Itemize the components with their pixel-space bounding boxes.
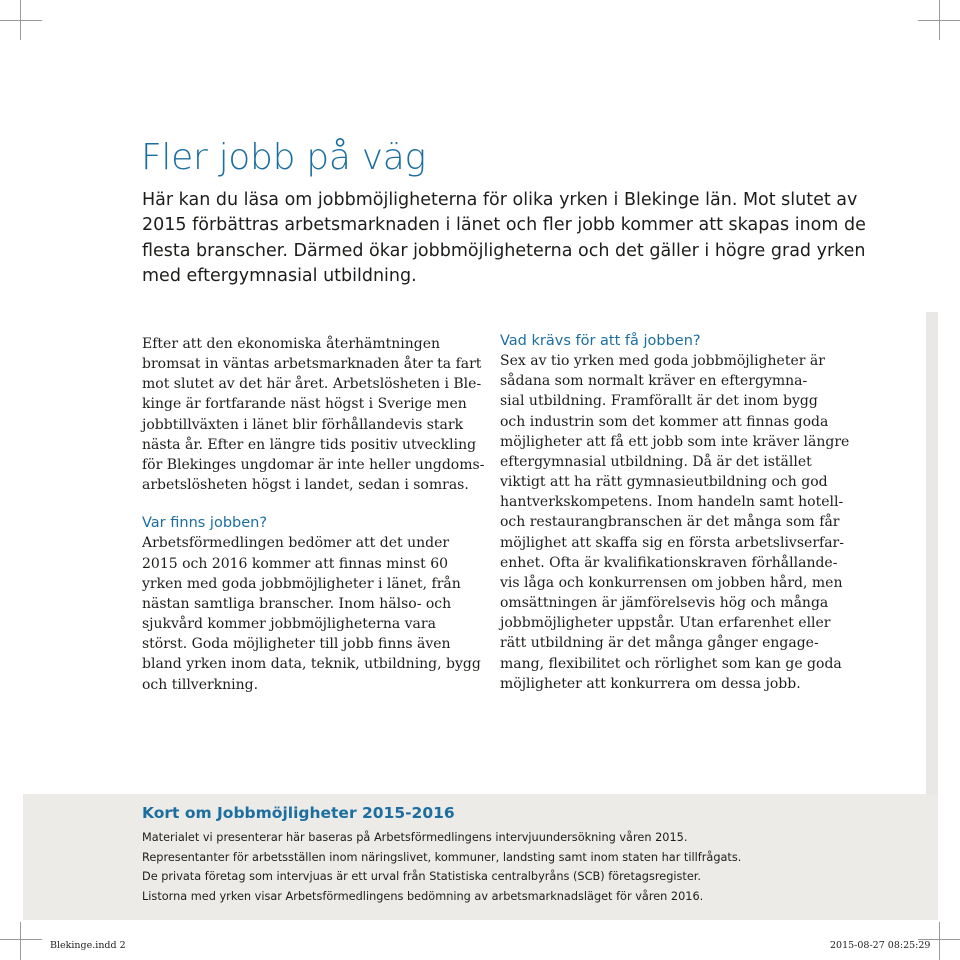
page-title: Fler jobb på väg	[141, 137, 426, 178]
text-line: jobbtillväxten i länet blir förhållandevis stark	[142, 416, 464, 433]
info-box-line: Listorna med yrken visar Arbetsförmedlingens bedömning av arbetsmarknadsläget för våren 2016.	[142, 889, 704, 903]
text-line: omsättningen är jämförelsevis hög och många	[500, 595, 829, 612]
left-column	[142, 334, 485, 695]
text-line: eftergymnasial utbildning. Då är det istället	[500, 453, 812, 470]
intro-line: med eftergymnasial utbildning.	[142, 266, 417, 287]
text-line: möjligheter att få ett jobb som inte kräver längre	[500, 433, 850, 450]
text-line: möjligheter att konkurrera om dessa jobb.	[500, 675, 801, 692]
text-line: Arbetsförmedlingen bedömer att det under	[142, 535, 450, 552]
paragraph-gap	[142, 495, 477, 513]
text-line: för Blekinges ungdomar är inte heller ungdoms-	[142, 456, 485, 473]
intro-paragraph	[142, 188, 866, 290]
info-box-line: Representanter för arbetsställen inom näringslivet, kommuner, landsting samt inom staten har tillfrågats.	[142, 850, 742, 864]
text-line: mang, flexibilitet och rörlighet som kan ge goda	[500, 655, 842, 672]
info-box-line: Materialet vi presenterar här baseras på Arbetsförmedlingens intervjuundersökning våren 2015.	[142, 831, 688, 844]
crop-mark	[918, 20, 960, 21]
info-box-title: Kort om Jobbmöjligheter 2015-2016	[142, 804, 455, 822]
text-line: och restaurangbranschen är det många som får	[500, 514, 840, 531]
text-line: enhet. Ofta är kvalifikationskraven förhållande-	[500, 554, 838, 571]
intro-line: flesta branscher. Därmed ökar jobbmöjligheterna och det gäller i högre grad yrken	[142, 240, 866, 261]
text-line: Efter att den ekonomiska återhämtningen	[142, 336, 441, 352]
text-line: bland yrken inom data, teknik, utbildning, bygg	[142, 656, 481, 673]
text-line: arbetslösheten högst i landet, sedan i somras.	[142, 477, 469, 494]
footer-filename: Blekinge.indd 2	[50, 940, 126, 951]
left-paragraph-2	[142, 533, 481, 694]
info-box	[23, 794, 938, 920]
text-line: sådana som normalt kräver en eftergymna-	[500, 373, 808, 390]
text-line: sjukvård kommer jobbmöjligheterna vara	[142, 616, 436, 633]
text-line: sial utbildning. Framförallt är det inom bygg	[500, 393, 818, 410]
text-line: nästan samtliga branscher. Inom hälso- och	[142, 595, 452, 612]
text-line: jobbmöjligheter uppstår. Utan erfarenhet eller	[500, 615, 831, 632]
text-line: möjlighet att skaffa sig en första arbetslivserfar-	[500, 534, 844, 551]
text-line: rätt utbildning är det många gånger engage-	[500, 635, 819, 652]
text-line: viktigt att ha rätt gymnasieutbildning och god	[500, 474, 828, 491]
crop-mark	[939, 922, 940, 960]
intro-line: 2015 förbättras arbetsmarknaden i länet och fler jobb kommer att skapas inom de	[142, 215, 866, 236]
section-heading-var-finns-jobben: Var finns jobben?	[142, 515, 268, 532]
right-column	[500, 331, 850, 694]
left-paragraph-1	[142, 334, 485, 495]
intro-line: Här kan du läsa om jobbmöjligheterna för olika yrken i Blekinge län. Mot slutet av	[142, 190, 858, 210]
text-line: 2015 och 2016 kommer att finnas minst 60	[142, 555, 449, 572]
crop-mark	[0, 20, 42, 21]
text-line: störst. Goda möjligheter till jobb finns även	[142, 636, 451, 653]
text-line: kinge är fortfarande näst högst i Sverige men	[142, 396, 467, 413]
text-line: yrken med goda jobbmöjligheter i länet, från	[142, 575, 461, 592]
right-paragraph	[500, 351, 850, 694]
text-line: bromsat in väntas arbetsmarknaden åter ta fart	[142, 356, 482, 373]
margin-bar	[926, 312, 938, 794]
text-line: Sex av tio yrken med goda jobbmöjligheter är	[500, 353, 825, 370]
text-line: nästa år. Efter en längre tids positiv utveckling	[142, 436, 477, 453]
crop-mark	[0, 939, 42, 940]
footer-timestamp: 2015-08-27 08:25:29	[830, 940, 931, 951]
text-line: vis låga och konkurrensen om jobben hård, men	[500, 574, 843, 591]
crop-mark	[20, 922, 21, 960]
text-line: och industrin som det kommer att finnas goda	[500, 413, 829, 430]
info-box-line: De privata företag som intervjuas är ett urval från Statistiska centralbyråns (SCB) företagsregister.	[142, 870, 701, 883]
section-heading-vad-kravs: Vad krävs för att få jobben?	[500, 333, 701, 349]
text-line: hantverkskompetens. Inom handeln samt hotell-	[500, 494, 844, 511]
info-box-body	[142, 828, 741, 906]
text-line: och tillverkning.	[142, 676, 259, 693]
text-line: mot slutet av det här året. Arbetslösheten i Ble-	[142, 376, 482, 393]
